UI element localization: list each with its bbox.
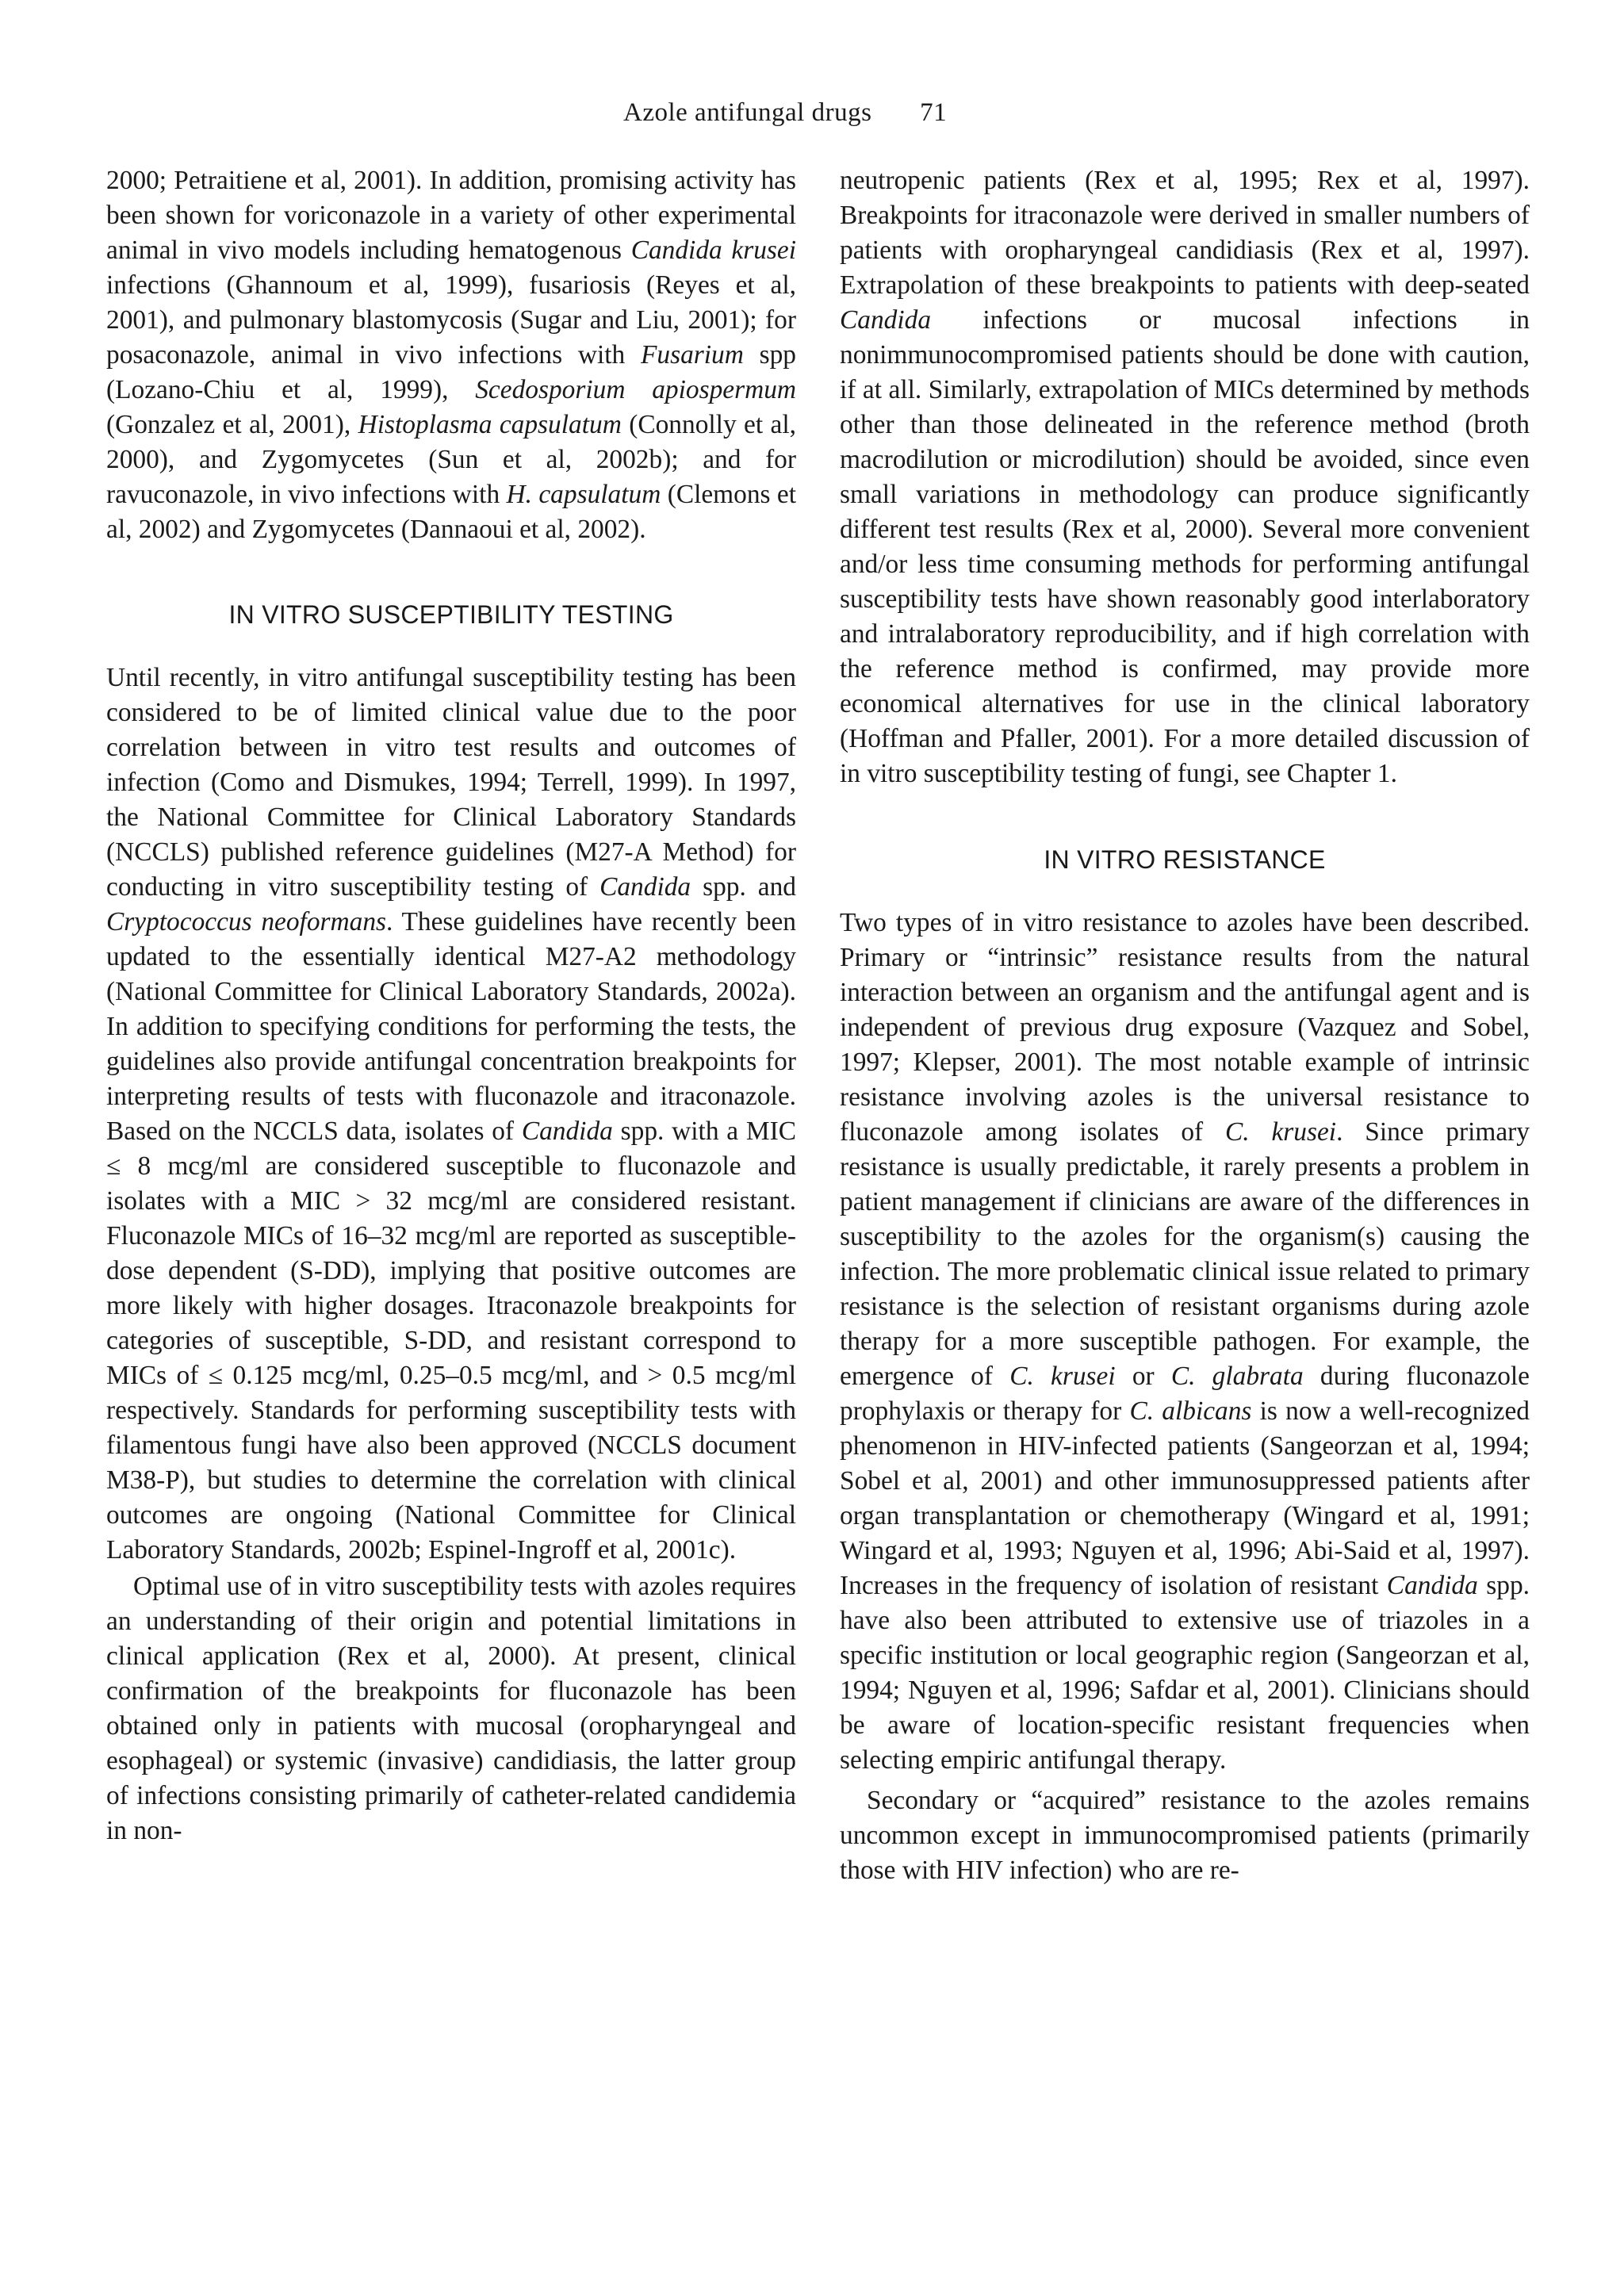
section-heading-in-vitro-resistance: IN VITRO RESISTANCE [1044,845,1326,874]
left-paragraph-2: Until recently, in vitro antifungal susceptibility testing has been considered to be of limited clinical value due to the poor correlation between in vitro test results and outcomes of infection (Como and Dismukes, 1994; Terrell, 1999). In 1997, the National Committee for Clinical Laboratory Standards (NCCLS) published reference guidelines (M27-A Method) for conducting in vitro susceptibility testing of Candida spp. and Cryptococcus neoformans. These guidelines have recently been updated to the essentially identical M27-A2 methodology (National Committee for Clinical Laboratory Standards, 2002a). In addition to specifying conditions for performing the tests, the guidelines also provide antifungal concentration breakpoints for interpreting results of tests with fluconazole and itraconazole. Based on the NCCLS data, isolates of Candida spp. with a MIC ≤ 8 mcg/ml are considered susceptible to fluconazole and isolates with a MIC > 32 mcg/ml are considered resistant. Fluconazole MICs of 16–32 mcg/ml are reported as susceptible-dose dependent (S-DD), implying that positive outcomes are more likely with higher dosages. Itraconazole breakpoints for categories of susceptible, S-DD, and resistant correspond to MICs of ≤ 0.125 mcg/ml, 0.25–0.5 mcg/ml, and > 0.5 mcg/ml respectively. Standards for performing susceptibility tests with filamentous fungi have also been approved (NCCLS document M38-P), but studies to determine the correlation with clinical outcomes are ongoing (National Committee for Clinical Laboratory Standards, 2002b; Espinel-Ingroff et al, 2001c). [106,663,796,1565]
right-paragraph-2: Two types of in vitro resistance to azoles have been described. Primary or “intrinsic” resistance results from the natural interaction between an organism and the antifungal agent and is independent of previous drug exposure (Vazquez and Sobel, 1997; Klepser, 2001). The most notable example of intrinsic resistance involving azoles is the universal resistance to fluconazole among isolates of C. krusei. Since primary resistance is usually predictable, it rarely presents a problem in patient management if clinicians are aware of the differences in susceptibility to the azoles for the organism(s) causing the infection. The more problematic clinical issue related to primary resistance is the selection of resistant organisms during azole therapy for a more susceptible pathogen. For example, the emergence of C. krusei or C. glabrata during fluconazole prophylaxis or therapy for C. albicans is now a well-recognized phenomenon in HIV-infected patients (Sangeorzan et al, 1994; Sobel et al, 2001) and other immunosuppressed patients after organ transplantation or chemotherapy (Wingard et al, 1991; Wingard et al, 1993; Nguyen et al, 1996; Abi-Said et al, 1997). Increases in the frequency of isolation of resistant Candida spp. have also been attributed to extensive use of triazoles in a specific institution or local geographic region (Sangeorzan et al, 1994; Nguyen et al, 1996; Safdar et al, 2001). Clinicians should be aware of location-specific resistant frequencies when selecting empiric antifungal therapy. [840,908,1530,1775]
left-paragraph-3: Optimal use of in vitro susceptibility tests with azoles requires an understanding of their origin and potential limitations in clinical application (Rex et al, 2000). At present, clinical confirmation of the breakpoints for fluconazole has been obtained only in patients with mucosal (oropharyngeal and esophageal) or systemic (invasive) candidiasis, the latter group of infections consisting primarily of catheter-related candidemia in non- [106,1572,796,1845]
left-paragraph-1: 2000; Petraitiene et al, 2001). In addition, promising activity has been shown for voriconazole in a variety of other experimental animal in vivo models including hematogenous Candida krusei infections (Ghannoum et al, 1999), fusariosis (Reyes et al, 2001), and pulmonary blastomycosis (Sugar and Liu, 2001); for posaconazole, animal in vivo infections with Fusarium spp (Lozano-Chiu et al, 1999), Scedosporium apiospermum (Gonzalez et al, 2001), Histoplasma capsulatum (Connolly et al, 2000), and Zygomycetes (Sun et al, 2002b); and for ravuconazole, in vivo infections with H. capsulatum (Clemons et al, 2002) and Zygomycetes (Dannaoui et al, 2002). [106,166,797,544]
section-heading-susceptibility-testing: IN VITRO SUSCEPTIBILITY TESTING [228,600,674,629]
right-paragraph-3: Secondary or “acquired” resistance to the azoles remains uncommon except in immunocompromised patients (primarily those with HIV infection) who are re- [840,1786,1530,1885]
running-head-title: Azole antifungal drugs [623,98,872,127]
left-column [106,163,796,1848]
right-paragraph-1: neutropenic patients (Rex et al, 1995; Rex et al, 1997). Breakpoints for itraconazole were derived in smaller numbers of patients with oropharyngeal candidiasis (Rex et al, 1997). Extrapolation of these breakpoints to patients with deep-seated Candida infections or mucosal infections in nonimmunocompromised patients should be done with caution, if at all. Similarly, extrapolation of MICs determined by methods other than those delineated in the reference method (broth macrodilution or microdilution) should be avoided, since even small variations in methodology can produce significantly different test results (Rex et al, 2000). Several more convenient and/or less time consuming methods for performing antifungal susceptibility tests have shown reasonably good interlaboratory and intralaboratory reproducibility, and if high correlation with the reference method is confirmed, may provide more economical alternatives for use in the clinical laboratory (Hoffman and Pfaller, 2001). For a more detailed discussion of in vitro susceptibility testing of fungi, see Chapter 1. [840,166,1530,788]
right-column [840,163,1530,1888]
running-head [623,98,1020,128]
page-number: 71 [920,98,948,127]
